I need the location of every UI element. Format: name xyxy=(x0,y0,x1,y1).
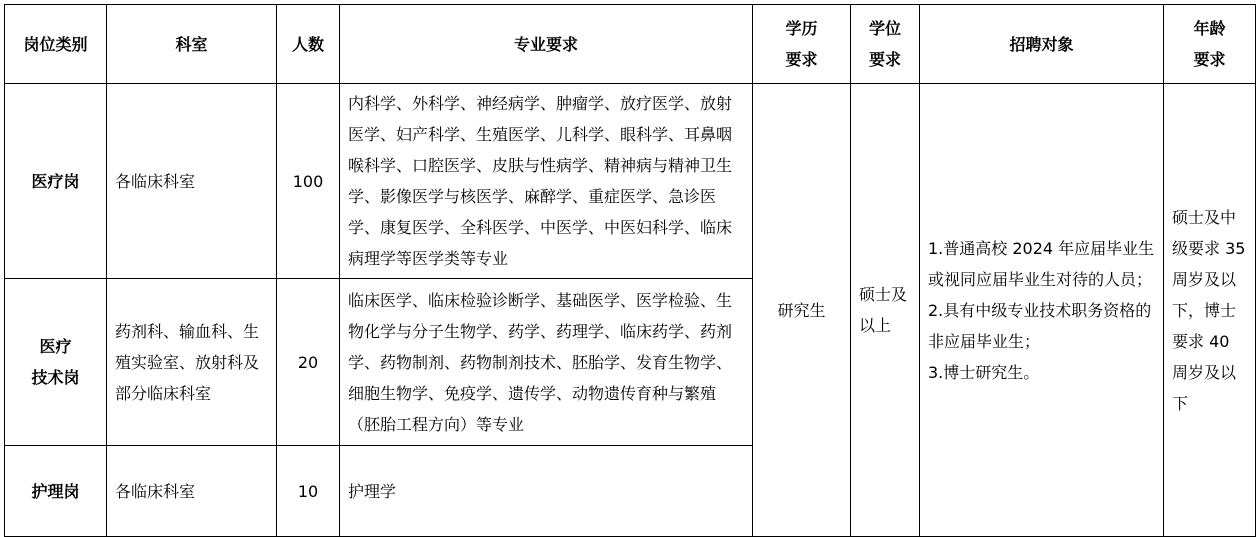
header-department: 科室 xyxy=(107,5,277,84)
row-category: 护理岗 xyxy=(5,446,107,537)
shared-target: 1.普通高校 2024 年应届毕业生或视同应届毕业生对待的人员； 2.具有中级专业技术职务资格的非应届毕业生； 3.博士研究生。 xyxy=(920,84,1164,537)
header-major: 专业要求 xyxy=(340,5,753,84)
header-target: 招聘对象 xyxy=(920,5,1164,84)
recruitment-table xyxy=(4,4,1256,537)
row-department: 药剂科、输血科、生殖实验室、放射科及部分临床科室 xyxy=(107,279,277,446)
header-degree: 学位 要求 xyxy=(851,5,920,84)
row-major: 临床医学、临床检验诊断学、基础医学、医学检验、生物化学与分子生物学、药学、药理学、临床药学、药剂学、药物制剂、药物制剂技术、胚胎学、发育生物学、细胞生物学、免疫学、遗传学、动物遗传育种与繁殖（胚胎工程方向）等专业 xyxy=(340,279,753,446)
header-category: 岗位类别 xyxy=(5,5,107,84)
shared-degree: 硕士及 以上 xyxy=(851,84,920,537)
header-count: 人数 xyxy=(277,5,340,84)
row-category: 医疗岗 xyxy=(5,84,107,279)
header-row xyxy=(5,5,1256,84)
shared-education: 研究生 xyxy=(753,84,851,537)
table-row xyxy=(5,84,1256,279)
row-department: 各临床科室 xyxy=(107,446,277,537)
shared-age: 硕士及中级要求 35 周岁及以下，博士要求 40 周岁及以下 xyxy=(1164,84,1256,537)
row-count: 20 xyxy=(277,279,340,446)
row-count: 100 xyxy=(277,84,340,279)
row-department: 各临床科室 xyxy=(107,84,277,279)
row-category: 医疗 技术岗 xyxy=(5,279,107,446)
row-major: 内科学、外科学、神经病学、肿瘤学、放疗医学、放射医学、妇产科学、生殖医学、儿科学、眼科学、耳鼻咽喉科学、口腔医学、皮肤与性病学、精神病与精神卫生学、影像医学与核医学、麻醉学、重症医学、急诊医学、康复医学、全科医学、中医学、中医妇科学、临床病理学等医学类等专业 xyxy=(340,84,753,279)
header-age: 年龄 要求 xyxy=(1164,5,1256,84)
header-education: 学历 要求 xyxy=(753,5,851,84)
row-major: 护理学 xyxy=(340,446,753,537)
row-count: 10 xyxy=(277,446,340,537)
